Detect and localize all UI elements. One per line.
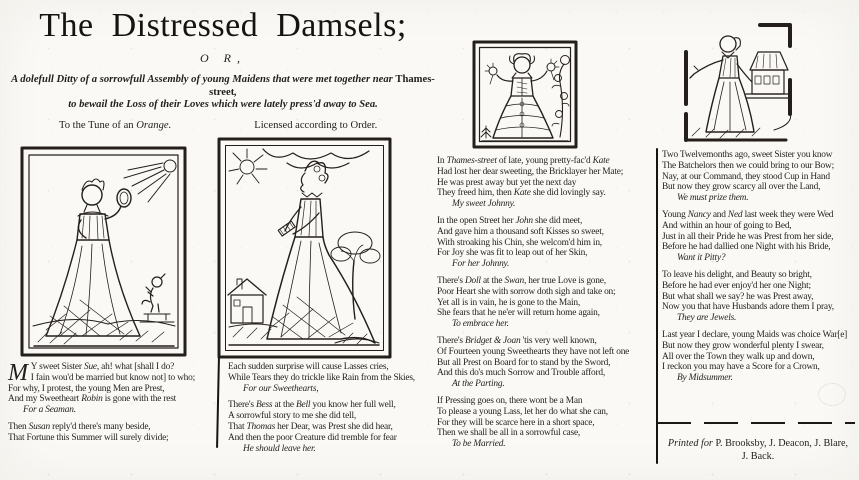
verse-line: Then we shall be all in a sorrowful case, xyxy=(437,428,581,439)
emphasized-text: Bridget & Joan xyxy=(464,335,521,346)
emphasized-text: Thomas xyxy=(246,421,276,432)
stanza xyxy=(437,336,654,390)
verse-line: I fain wou'd be married but know not] to who; xyxy=(30,372,196,383)
imprint-rule xyxy=(657,422,855,424)
verse-line: The Batchelors then we could bring to our Bow; xyxy=(662,160,835,171)
verse-line: That Fortune this Summer will surely divide; xyxy=(8,432,169,443)
verse-line: But what shall we say? he was Prest away, xyxy=(662,291,814,302)
emphasized-text: To the Tune of an xyxy=(59,119,134,131)
verse-line: Two Twelvemonths ago, sweet Sister you know xyxy=(662,150,833,160)
verse-line: By Midsummer. xyxy=(677,373,733,384)
tune-row xyxy=(2,120,444,131)
verse-line: Had lost her dear sweeting, the Bricklayer her Mate; xyxy=(437,166,624,177)
verse-column-2 xyxy=(228,362,428,460)
emphasized-text: John xyxy=(515,215,533,226)
woodcut-lady-fan-landscape xyxy=(217,137,392,359)
verse-line: For her Johnny. xyxy=(452,259,510,270)
emphasized-text: Bess xyxy=(255,400,273,411)
verse-line: All over the Town they walk up and down, xyxy=(662,351,815,362)
verse-line: To leave his delight, and Beauty so bright, xyxy=(662,269,812,280)
verse-line: For a Seaman. xyxy=(23,405,76,416)
verse-line: He was prest away but yet the next day xyxy=(437,177,577,188)
verse-line: At the Parting. xyxy=(452,379,505,390)
stanza xyxy=(662,210,856,264)
verse-line: And gave him a thousand soft Kisses so sweet, xyxy=(437,226,604,237)
verse-line: But all Prest on Board for to stand by the Sword, xyxy=(437,357,611,368)
stanza xyxy=(437,396,654,450)
header xyxy=(2,8,444,131)
verse-line: I reckon you may have a Score for a Crown, xyxy=(662,362,820,373)
verse-line: Before he had ever enjoy'd her one Night; xyxy=(662,280,811,291)
emphasized-text: Thames-street xyxy=(209,74,435,98)
verse-line: Before he had dallied one Night with his Bride, xyxy=(662,242,831,253)
verse-line: And within an hour of going to Bed, xyxy=(662,220,792,231)
verse-column-4 xyxy=(662,150,856,390)
verse-line: To embrace her. xyxy=(452,319,509,330)
imprint-line-2: J. Back. xyxy=(741,451,775,462)
verse-line: Each sudden surprise will cause Lasses cries, xyxy=(228,362,389,372)
verse-line: Nay, at our Command, they stood Cup in Hand xyxy=(662,171,830,182)
emphasized-text: Sue xyxy=(83,362,97,372)
verse-line: For our Sweethearts, xyxy=(243,383,319,394)
emphasized-text: Doll xyxy=(464,275,481,286)
subtitle-line-2: to bewail the Loss of their Loves which were lately press'd away to Sea. xyxy=(68,99,378,110)
verse-line: If Pressing goes on, there wont be a Man xyxy=(437,395,583,406)
verse-line: My sweet Johnny. xyxy=(452,199,516,210)
verse-line: There's Bess at the Bell you know her full well, xyxy=(228,400,396,411)
verse-line: For they will be scarce here in a short space, xyxy=(437,417,595,428)
emphasized-text: Bell xyxy=(296,400,311,411)
stanza xyxy=(8,362,215,416)
woodcut-maiden-flowers xyxy=(472,40,578,149)
verse-line: A sorrowful story to me she did tell, xyxy=(228,411,357,422)
verse-line: He should leave her. xyxy=(243,443,316,454)
woodcut-woman-mirror-dog xyxy=(20,146,187,357)
imprint-line-1: Printed for P. Brooksby, J. Deacon, J. Blare, xyxy=(667,438,849,449)
verse-line: She fears that he ne'er will return home again, xyxy=(437,308,600,319)
verse-line: With stroaking his Chin, she welcom'd him in, xyxy=(437,237,602,248)
verse-line: In Thames-street of late, young pretty-fac'd Kate xyxy=(437,156,610,166)
imprint xyxy=(660,437,856,463)
license-label: Licensed according to Order. xyxy=(254,119,378,131)
emphasized-text: Robin xyxy=(81,394,103,405)
stanza xyxy=(437,216,654,270)
verse-line: But now they grow scarcy all over the Land, xyxy=(662,182,821,193)
verse-line: We must prize them. xyxy=(677,193,749,204)
verse-line: To be Married. xyxy=(452,439,506,450)
drop-cap: M xyxy=(8,360,28,386)
verse-line: In the open Street her John she did meet, xyxy=(437,215,583,226)
stanza xyxy=(662,330,856,384)
stanza xyxy=(437,156,654,210)
stanza xyxy=(662,150,856,204)
verse-line: For Joy she was fit to leap out of her Skin, xyxy=(437,248,588,259)
verse-line: Of Fourteen young Sweethearts they have not left one xyxy=(437,346,630,357)
page-title: The Distressed Damsels; xyxy=(39,7,407,44)
emphasized-text: Kate xyxy=(592,156,610,166)
verse-line: And this do's much Sorrow and Trouble afford, xyxy=(437,368,606,379)
emphasized-text: Ned xyxy=(727,209,743,220)
verse-line: That Thomas her Dear, was Prest she did hear, xyxy=(228,421,393,432)
column-divider-left xyxy=(216,357,220,448)
emphasized-text: Kate xyxy=(513,188,531,199)
emphasized-text: Susan xyxy=(28,421,51,432)
verse-line: Last year I declare, young Maids was choice War[e] xyxy=(662,329,848,340)
or-label: O R, xyxy=(200,51,246,65)
verse-line: Then Susan reply'd there's many beside, xyxy=(8,421,151,432)
stanza xyxy=(228,400,428,454)
verse-line: Young Nancy and Ned last week they were Wed xyxy=(662,209,834,220)
verse-column-1 xyxy=(8,362,215,450)
verse-line: Poor Heart she with sorrow doth sigh and take on; xyxy=(437,286,616,297)
stanza xyxy=(228,362,428,394)
verse-line: There's Bridget & Joan 'tis very well known, xyxy=(437,335,597,346)
verse-line: And my Sweetheart Robin is gone with the rest xyxy=(8,394,177,405)
verse-line: While Tears they do trickle like Rain from the Skies, xyxy=(228,372,415,383)
verse-line: To please a young Lass, let her do what she can, xyxy=(437,406,608,417)
verse-column-3 xyxy=(437,156,654,456)
stanza xyxy=(662,270,856,324)
verse-line: Want it Pitty? xyxy=(677,253,726,264)
woodcut-maiden-house xyxy=(678,18,796,146)
verse-line: They are Jewels. xyxy=(677,313,737,324)
subtitle xyxy=(2,74,444,112)
stanza xyxy=(437,276,654,330)
verse-line: They freed him, then Kate she did lovingly say. xyxy=(437,188,606,199)
stanza xyxy=(8,422,215,444)
subtitle-line-1: A dolefull Ditty of a sorrowfull Assembly of young Maidens that were met together near Thames-street, xyxy=(11,74,435,98)
verse-line: Yet all is in vain, he is gone to the Main, xyxy=(437,297,581,308)
verse-line: But now they grow wonderful plenty I swear, xyxy=(662,340,824,351)
emphasized-text: Nancy xyxy=(687,209,711,220)
emphasized-text: Printed for xyxy=(667,438,713,449)
column-divider-right xyxy=(656,148,658,464)
paper-blemish xyxy=(818,383,846,406)
emphasized-text: Thames-street xyxy=(446,156,497,166)
verse-line: There's Doll at the Swan, her true Love is gone, xyxy=(437,275,606,286)
verse-line: And then the poor Creature did tremble for fear xyxy=(228,432,397,443)
verse-line: Now you that have Husbands adore them I pray, xyxy=(662,302,834,313)
emphasized-text: Swan xyxy=(504,275,524,286)
verse-line: Y sweet Sister Sue, ah! what [shall I do? xyxy=(30,362,175,372)
tune-label: To the Tune of an Orange. xyxy=(59,119,172,131)
verse-line: Just in all their Pride he was Prest from her side, xyxy=(662,231,834,242)
verse-line: For why, I protest, the young Men are Prest, xyxy=(8,383,165,394)
